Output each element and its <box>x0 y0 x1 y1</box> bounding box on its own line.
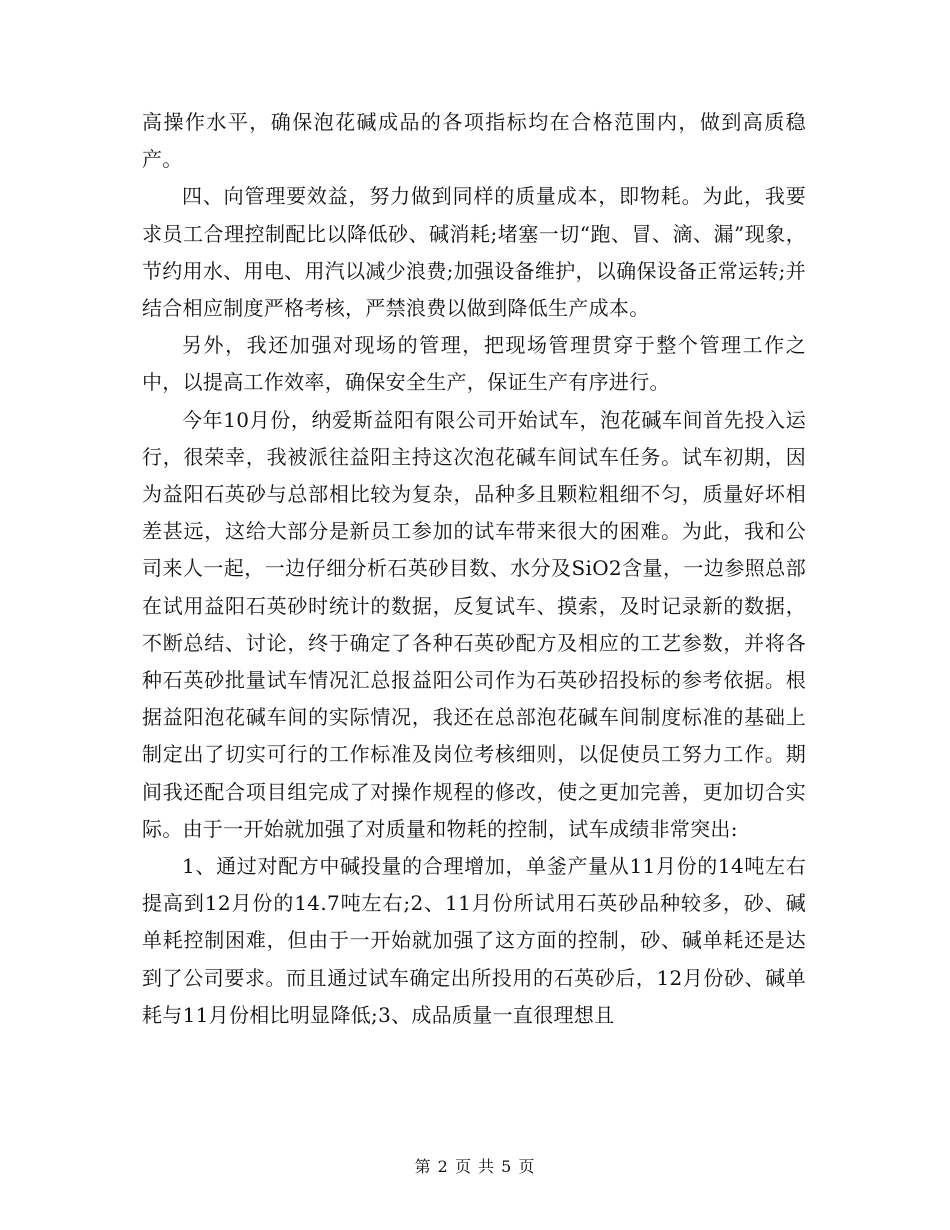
paragraph-management-efficiency: 四、向管理要效益，努力做到同样的质量成本，即物耗。为此，我要求员工合理控制配比以降低砂、碱消耗;堵塞一切“跑、冒、滴、漏”现象，节约用水、用电、用汽以减少浪费;加强设备维护，以确保设备正常运转;并结合相应制度严格考核，严禁浪费以做到降低生产成本。 <box>142 184 806 321</box>
paragraph-continuation: 高操作水平，确保泡花碱成品的各项指标均在合格范围内，做到高质稳产。 <box>142 110 806 172</box>
paragraph-yiyang-trial: 今年10月份，纳爱斯益阳有限公司开始试车，泡花碱车间首先投入运行，很荣幸，我被派往益阳主持这次泡花碱车间试车任务。试车初期，因为益阳石英砂与总部相比较为复杂，品种多且颗粒粗细不匀，质量好坏相差甚远，这给大部分是新员工参加的试车带来很大的困难。为此，我和公司来人一起，一边仔细分析石英砂目数、水分及SiO2含量，一边参照总部在试用益阳石英砂时统计的数据，反复试车、摸索，及时记录新的数据，不断总结、讨论，终于确定了各种石英砂配方及相应的工艺参数，并将各种石英砂批量试车情况汇总报益阳公司作为石英砂招投标的参考依据。根据益阳泡花碱车间的实际情况，我还在总部泡花碱车间制度标准的基础上制定出了切实可行的工作标准及岗位考核细则，以促使员工努力工作。期间我还配合项目组完成了对操作规程的修改，使之更加完善，更加切合实际。由于一开始就加强了对质量和物耗的控制，试车成绩非常突出: <box>142 407 806 841</box>
document-body <box>142 104 806 1034</box>
page-number-footer: 第 2 页 共 5 页 <box>414 1157 536 1176</box>
paragraph-site-management: 另外，我还加强对现场的管理，把现场管理贯穿于整个管理工作之中，以提高工作效率，确保安全生产，保证生产有序进行。 <box>142 333 806 395</box>
paragraph-trial-results: 1、通过对配方中碱投量的合理增加，单釜产量从11月份的14吨左右提高到12月份的14.7吨左右;2、11月份所试用石英砂品种较多，砂、碱单耗控制困难，但由于一开始就加强了这方面的控制，砂、碱单耗还是达到了公司要求。而且通过试车确定出所投用的石英砂后，12月份砂、碱单耗与11月份相比明显降低;3、成品质量一直很理想且 <box>142 854 806 1027</box>
